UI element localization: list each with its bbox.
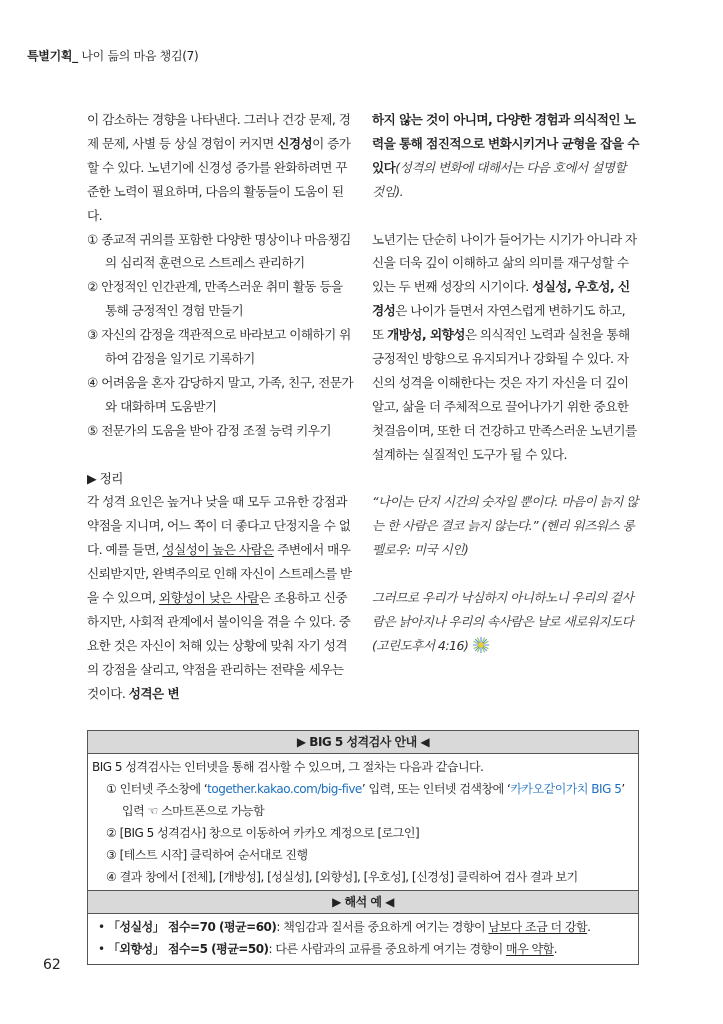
text-run-underline: 외향성이 낮은 사람 xyxy=(158,590,259,606)
paragraph-growth xyxy=(372,228,640,467)
text-run: 각 성격 요인은 높거나 낮을 때 모두 고유한 강점과 약점을 지니며, 어느 쪽이 더 좋다고 단정지을 수 없다. 예를 들면, xyxy=(87,494,351,558)
text-run-underline: 매우 약함 xyxy=(506,942,554,956)
big5-info-box xyxy=(87,730,639,965)
list-item: ② 안정적인 인간관계, 만족스러운 취미 활동 등을 통해 긍정적인 경험 만들기 xyxy=(87,279,343,319)
box-title: ▶ BIG 5 성격검사 안내 ◀ xyxy=(88,731,638,754)
quote-longfellow: “나이는 단지 시간의 숫자일 뿐이다. 마음이 늙지 않는 한 사람은 결코 늙지 않는다.” (헨리 워즈워스 롱펠로우: 미국 시인) xyxy=(372,494,638,558)
text-run: 은 나이가 들면서 자연스럽게 변하기도 하고, 또 xyxy=(372,303,626,343)
list-item: ④ 어려움을 혼자 감당하지 말고, 가족, 친구, 전문가와 대화하며 도움받기 xyxy=(87,374,353,414)
text-run: . xyxy=(587,920,591,934)
text-run: ’ 입력, 또는 인터넷 검색창에 ‘ xyxy=(361,782,511,796)
text-run: 이 감소하는 경향을 나타낸다. 그러나 건강 문제, 경제 문제, 사별 등 상실 경험이 커지면 xyxy=(87,112,351,151)
header-series: 특별기획_ xyxy=(27,49,78,63)
text-run: . xyxy=(553,942,558,956)
text-run-underline: 성실성이 높은 사람은 xyxy=(162,542,274,558)
summary-heading: ▶ 정리 xyxy=(87,470,123,486)
interpretation-body xyxy=(88,914,638,964)
flower-icon xyxy=(472,636,490,654)
list-item: ① 종교적 귀의를 포함한 다양한 명상이나 마음챙김의 심리적 훈련으로 스트레스 관리하기 xyxy=(87,231,351,271)
text-run: 은 조용하고 신중하지만, 사회적 관계에서 불이익을 겪을 수 있다. 중요한 것은 자신이 처해 있는 상황에 맞춰 자기 성격의 강점을 살리고, 약점을 관리하는 전략을 세우는 것이다. xyxy=(87,590,351,701)
text-run: 노년기는 단순히 나이가 들어가는 시기가 아니라 자신을 더욱 깊이 이해하고 삶의 의미를 재구성할 수 있는 두 번째 성장의 시기이다. xyxy=(372,231,637,295)
bible-verse xyxy=(372,586,640,658)
list-item: ③ 자신의 감정을 객관적으로 바라보고 이해하기 위하여 감정을 일기로 기록하기 xyxy=(87,327,351,367)
right-column xyxy=(372,108,640,658)
text-run-italic: 그러므로 우리가 낙심하지 아니하노니 우리의 겉사람은 낡아지나 우리의 속사람은 날로 새로워지도다 (고린도후서 4:16) xyxy=(372,590,634,653)
text-run-italic: (성격의 변화에 대해서는 다음 호에서 설명할 것임). xyxy=(372,159,626,199)
text-run-bold: 하지 않는 것이 아니며, 다양한 경험과 의식적인 노력을 통해 점진적으로 변화시키거나 균형을 잡을 수 있다 xyxy=(372,112,639,175)
text-run: : 책임감과 질서를 중요하게 여기는 경향이 xyxy=(276,920,489,934)
step-4: ④ 결과 창에서 [전체], [개방성], [성실성], [외향성], [우호성], [신경성] 클릭하여 검사 결과 보기 xyxy=(106,870,578,884)
step-1 xyxy=(92,778,634,822)
paragraph-neuroticism xyxy=(87,108,355,228)
text-run: 이 증가할 수 있다. 노년기에 신경성 증가를 완화하려면 꾸준한 노력이 필요하며, 다음의 활동들이 도움이 된다. xyxy=(87,135,351,223)
paragraph-summary xyxy=(87,490,355,705)
step-3: ③ [테스트 시작] 클릭하여 순서대로 진행 xyxy=(106,848,308,862)
text-run: 은 의식적인 노력과 실천을 통해 긍정적인 방향으로 유지되거나 강화될 수 있다. 자신의 성격을 이해한다는 것은 자기 자신을 더 깊이 알고, 삶을 더 주체적으로 끌어나가기 위한 중요한 첫걸음이며, 또한 더 건강하고 만족스러운 노년기를 설계하는 실질적인 도구가 될 수 있다. xyxy=(372,327,637,462)
left-column xyxy=(87,108,355,706)
paragraph-change xyxy=(372,108,640,204)
text-run-bold: 「성실성」 점수=70 (평균=60) xyxy=(107,920,277,934)
text-run: ① 인터넷 주소창에 ‘ xyxy=(106,782,208,796)
text-run-bold: 성실성, 우호성, 신경성 xyxy=(372,279,630,319)
page-number: 62 xyxy=(43,957,61,973)
url-text: together.kakao.com/big-five xyxy=(207,782,362,796)
interpretation-example-2: • 「외향성」 점수=5 (평균=50): 다른 사람과의 교류를 중요하게 여기는 경향이 매우 약함. xyxy=(98,942,558,956)
header-title: 나이 듦의 마음 챙김(7) xyxy=(77,49,199,63)
search-term: 카카오같이가치 BIG 5 xyxy=(510,782,622,796)
running-header xyxy=(27,47,198,64)
text-run-underline: 남보다 조금 더 강함 xyxy=(488,920,588,934)
step-2: ② [BIG 5 성격검사] 창으로 이동하여 카카오 계정으로 [로그인] xyxy=(106,826,420,840)
interpretation-title: ▶ 해석 예 ◀ xyxy=(88,890,638,914)
text-run: 주변에서 매우 신뢰받지만, 완벽주의로 인해 자신이 스트레스를 받을 수 있으며, xyxy=(87,542,352,606)
interpretation-example-1: • 「성실성」 점수=70 (평균=60): 책임감과 질서를 중요하게 여기는 경향이 남보다 조금 더 강함. xyxy=(98,920,591,934)
box-body xyxy=(88,754,638,890)
text-run-bold: 성격은 변 xyxy=(128,685,180,701)
text-run-bold: 신경성 xyxy=(277,135,313,151)
text-run: : 다른 사람과의 교류를 중요하게 여기는 경향이 xyxy=(268,942,507,956)
list-item: ⑤ 전문가의 도움을 받아 감정 조절 능력 키우기 xyxy=(87,422,331,438)
text-run-bold: 개방성, 외향성 xyxy=(387,327,465,343)
text-run-bold: 「외향성」 점수=5 (평균=50) xyxy=(107,942,269,956)
box-intro: BIG 5 성격검사는 인터넷을 통해 검사할 수 있으며, 그 절차는 다음과 같습니다. xyxy=(92,760,484,774)
text-run: ’ 입력 ☜ 스마트폰으로 가능함 xyxy=(122,782,625,818)
